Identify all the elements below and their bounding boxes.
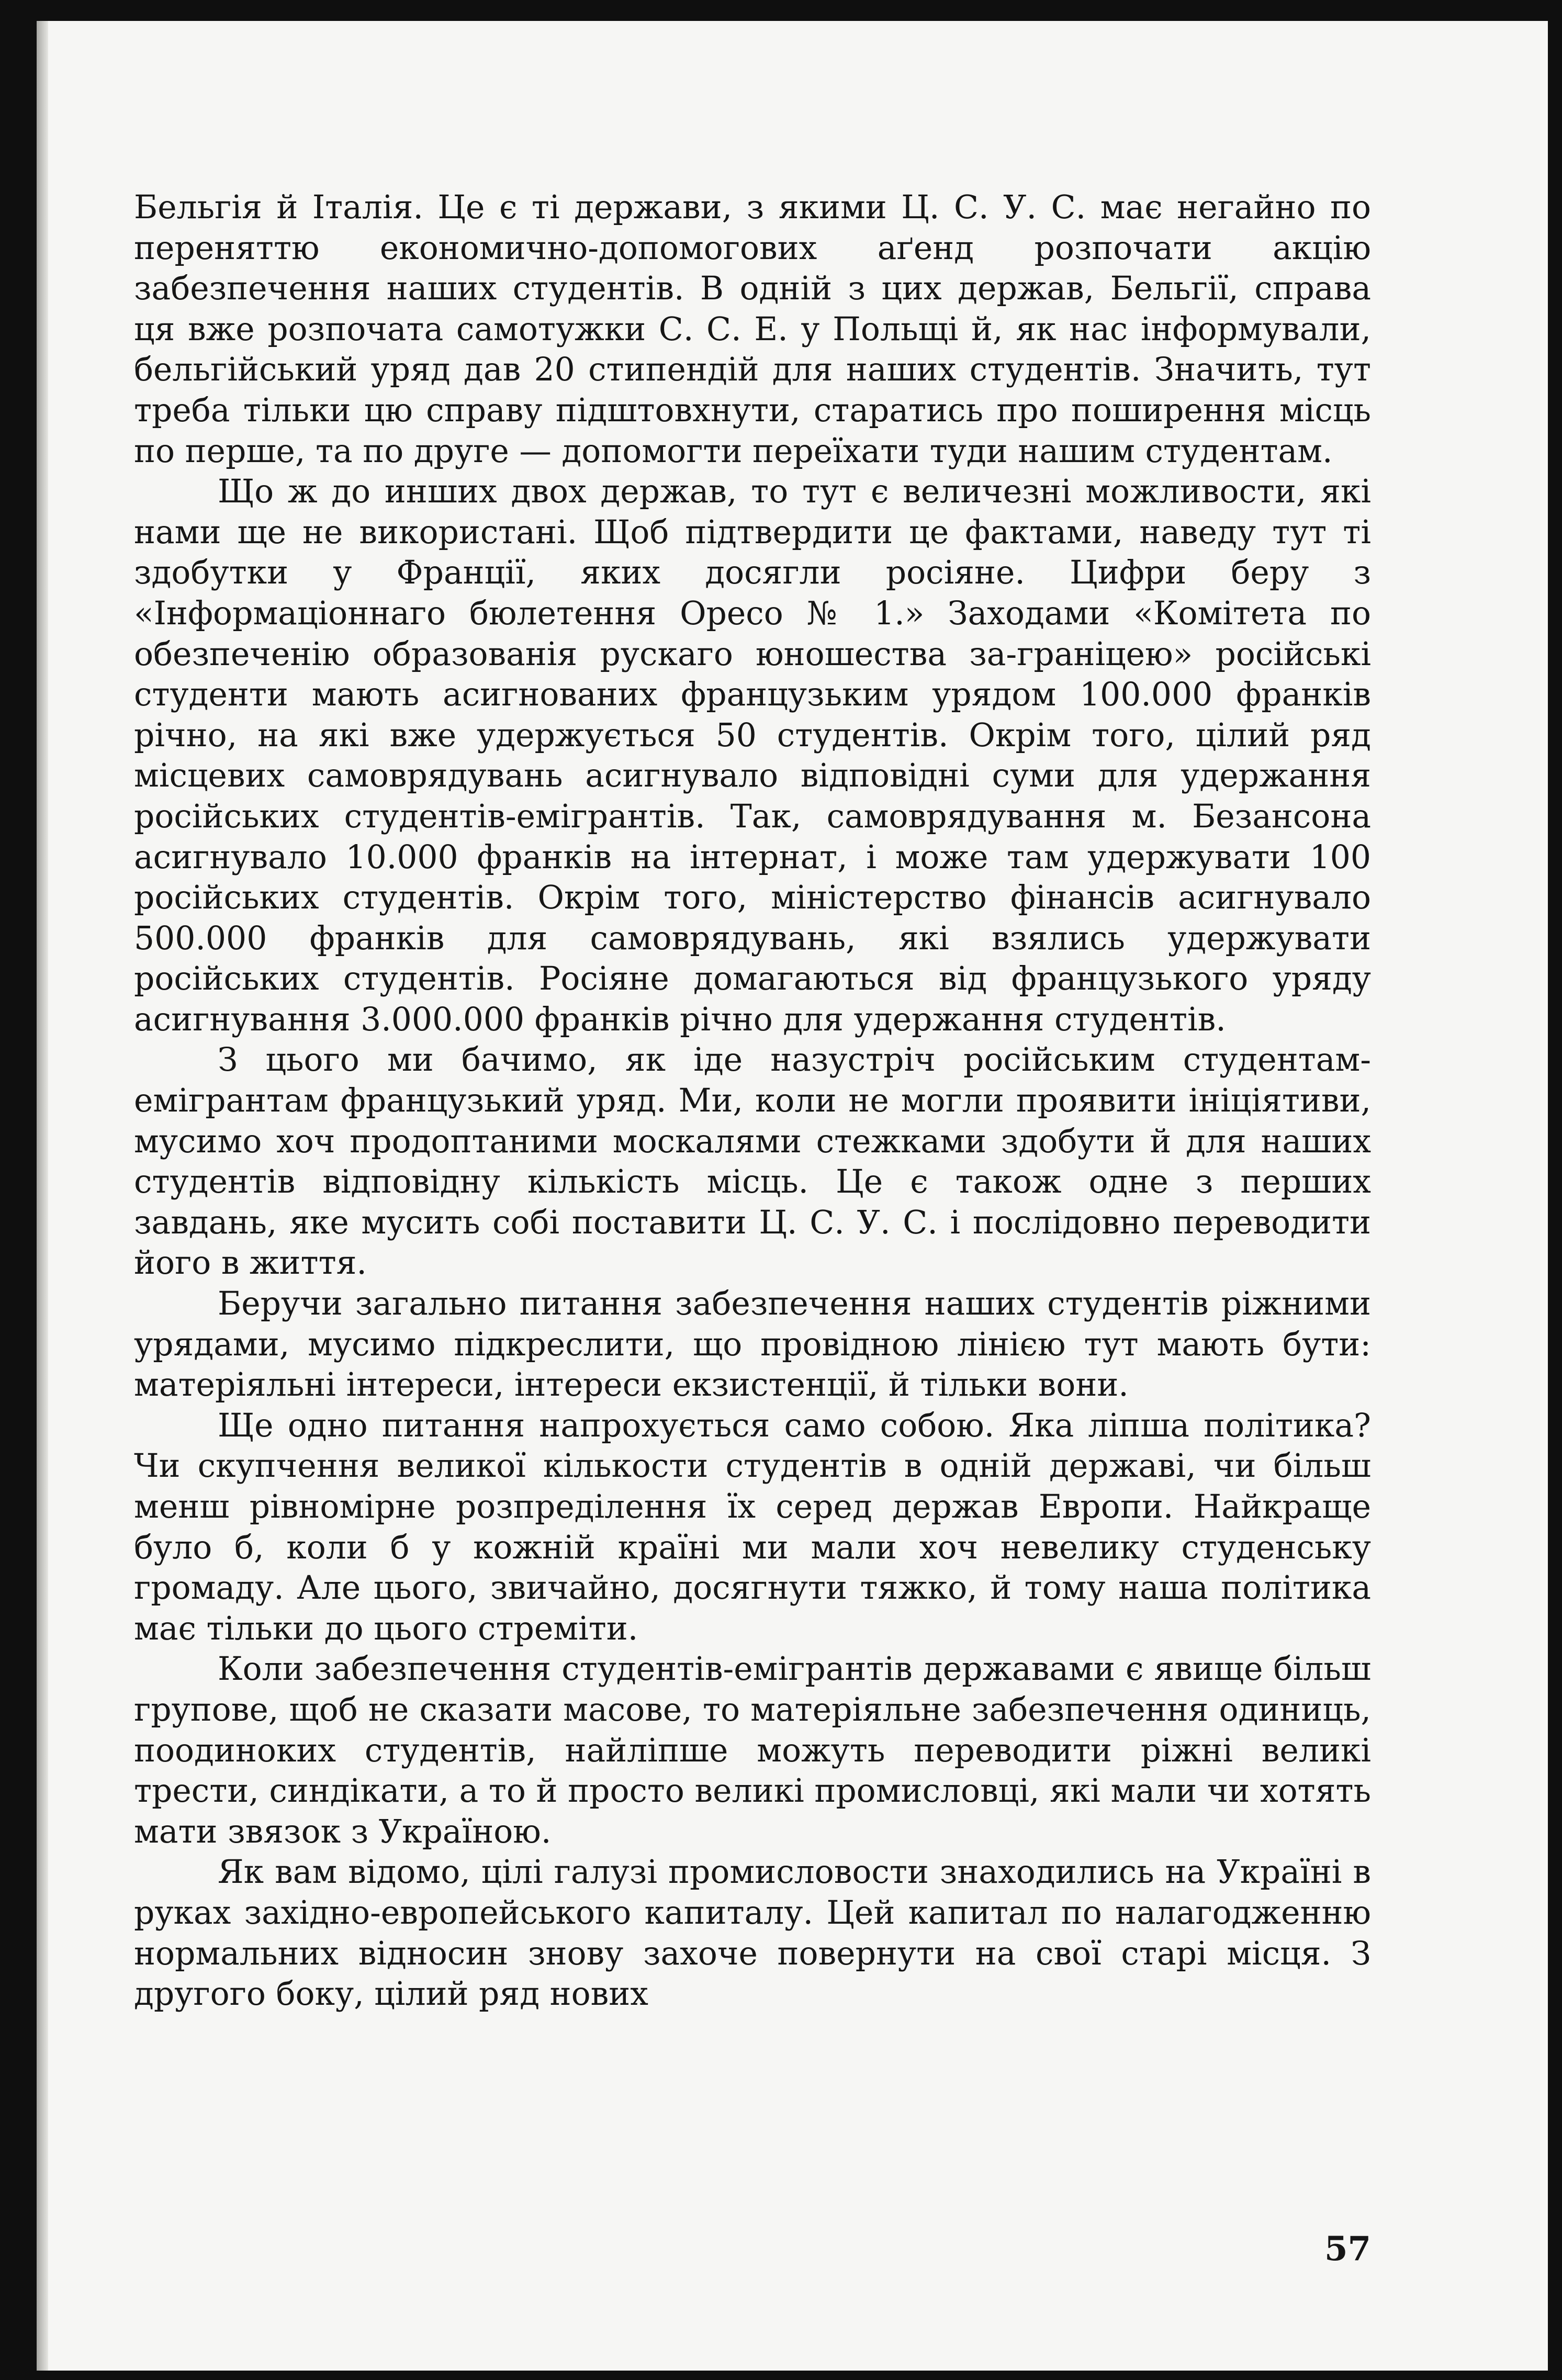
- paragraph-4: Беручи загально питання забезпечення наших студентів ріжними урядами, мусимо підкреслити, що провідною лінією тут мають бути: матеріяльні інтереси, інтереси екзистенції, й тільки вони.: [134, 1285, 1371, 1404]
- paragraph-6: Коли забезпечення студентів-емігрантів державами є явище більш групове, щоб не сказати масове, то матеріяльне забезпечення одиниць, поодиноких студентів, найліпше можуть переводити ріжні великі трести, синдікати, а то й просто великі промисловці, які мали чи хотять мати звязок з Україною.: [134, 1650, 1371, 1850]
- body-text: [134, 187, 1371, 2015]
- paragraph-2: Що ж до инших двох держав, то тут є величезні можливости, які нами ще не використані. Щоб підтвердити це фактами, наведу тут ті здобутки у Франції, яких досягли росіяне. Цифри беру з «Інформаціоннаго бюлетення Оресо № 1.» Заходами «Комітета по обезпеченію образованія рускаго юношества за-граніцею» російські студенти мають асигнованих французьким урядом 100.000 франків річно, на які вже удержується 50 студентів. Окрім того, цілий ряд місцевих самоврядувань асигнувало відповідні суми для удержання російських студентів-емігрантів. Так, самоврядування м. Безансона асигнувало 10.000 франків на інтернат, і може там удержувати 100 російських студентів. Окрім того, міністерство фінансів асигнувало 500.000 франків для самоврядувань, які взялись удержувати російських студентів. Росіяне домагаються від французького уряду асигнування 3.000.000 франків річно для удержання студентів.: [134, 473, 1371, 1038]
- paragraph-5: Ще одно питання напрохується само собою. Яка ліпша політика? Чи скупчення великої кількости студентів в одній державі, чи більш менш рівномірне розпреділення їх серед держав Европи. Найкраще було б, коли б у кожній країні ми мали хоч невелику студенську громаду. Але цього, звичайно, досягнути тяжко, й тому наша політика має тільки до цього стреміти.: [134, 1406, 1371, 1647]
- paragraph-3: З цього ми бачимо, як іде назустріч російським студентам-емігрантам французький уряд. Ми, коли не могли проявити ініціятиви, мусимо хоч продоптаними москалями стежками здобути й для наших студентів відповідну кількість місць. Це є також одне з перших завдань, яке мусить собі поставити Ц. С. У. С. і послідовно переводити його в життя.: [134, 1041, 1371, 1282]
- paragraph-7: Як вам відомо, цілі галузі промисловости знаходились на Україні в руках західно-европейського капиталу. Цей капитал по налагодженню нормальних відносин знову захоче повернути на свої старі місця. З другого боку, цілий ряд нових: [134, 1853, 1371, 2013]
- paragraph-1: Бельгія й Італія. Це є ті держави, з якими Ц. С. У. С. має негайно по переняттю економично-допомогових аґенд розпочати акцію забезпечення наших студентів. В одній з цих держав, Бельгії, справа ця вже розпочата самотужки С. С. Е. у Польщі й, як нас інформували, бельгійський уряд дав 20 стипендій для наших студентів. Значить, тут треба тільки цю справу підштовхнути, старатись про поширення місць по перше, та по друге — допомогти переїхати туди нашим студентам.: [134, 188, 1371, 470]
- page-binding-edge: [37, 21, 48, 2371]
- page-number: 57: [1324, 2229, 1371, 2269]
- book-page: [37, 21, 1548, 2371]
